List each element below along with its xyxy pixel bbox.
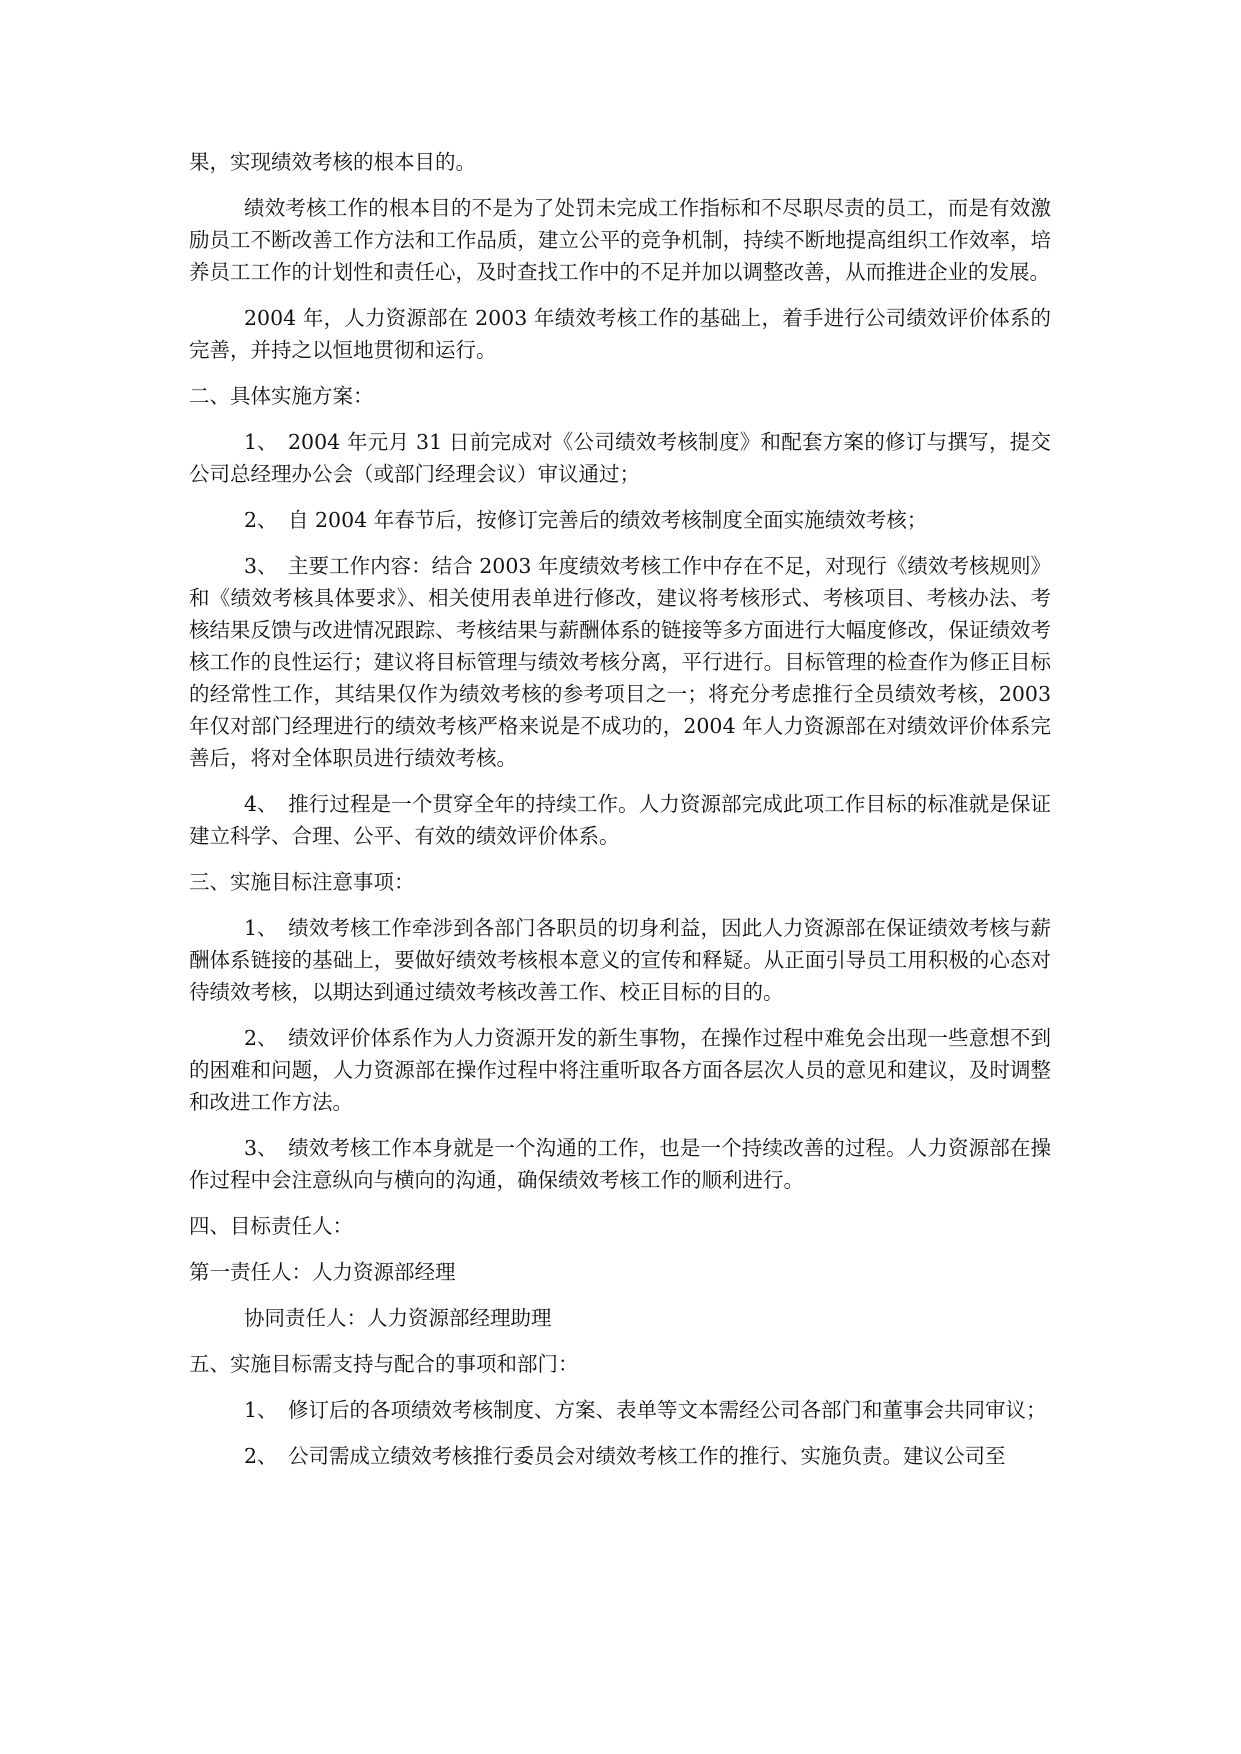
paragraph-2004-plan: 2004 年，人力资源部在 2003 年绩效考核工作的基础上，着手进行公司绩效评价体系的完善，并持之以恒地贯彻和运行。 [189,306,1051,362]
list-item-number: 1、 [244,430,278,454]
list-item [189,426,1051,490]
list-item [189,912,1051,1008]
list-item-text: 绩效考核工作牵涉到各部门各职员的切身利益，因此人力资源部在保证绩效考核与薪酬体系链接的基础上，要做好绩效考核根本意义的宣传和释疑。从正面引导员工用积极的心态对待绩效考核，以期达到通过绩效考核改善工作、校正目标的目的。 [189,916,1051,1004]
paragraph-continuation: 果，实现绩效考核的根本目的。 [189,150,476,174]
list-item-text: 绩效评价体系作为人力资源开发的新生事物，在操作过程中难免会出现一些意想不到的困难和问题，人力资源部在操作过程中将注重听取各方面各层次人员的意见和建议，及时调整和改进工作方法。 [189,1026,1051,1114]
list-item [189,1394,1051,1426]
list-item [189,788,1051,852]
list-item-number: 2、 [244,1026,278,1050]
section-heading-support: 五、实施目标需支持与配合的事项和部门： [189,1352,579,1376]
section-heading-notes: 三、实施目标注意事项： [189,870,415,894]
list-item-text: 推行过程是一个贯穿全年的持续工作。人力资源部完成此项工作目标的标准就是保证建立科学、合理、公平、有效的绩效评价体系。 [189,792,1051,848]
section-heading-implementation: 二、具体实施方案： [189,384,374,408]
list-item-number: 2、 [244,1444,278,1468]
list-item-number: 1、 [244,1398,278,1422]
list-item [189,550,1051,774]
list-item-number: 2、 [244,508,278,532]
secondary-responsible: 协同责任人：人力资源部经理助理 [244,1306,552,1330]
list-item-text: 2004 年元月 31 日前完成对《公司绩效考核制度》和配套方案的修订与撰写，提交公司总经理办公会（或部门经理会议）审议通过； [189,430,1051,486]
list-item-number: 1、 [244,916,278,940]
primary-responsible: 第一责任人：人力资源部经理 [189,1260,456,1284]
list-item-text: 主要工作内容：结合 2003 年度绩效考核工作中存在不足，对现行《绩效考核规则》和《绩效考核具体要求》、相关使用表单进行修改，建议将考核形式、考核项目、考核办法、考核结果反馈与改进情况跟踪、考核结果与薪酬体系的链接等多方面进行大幅度修改，保证绩效考核工作的良性运行；建议将目标管理与绩效考核分离，平行进行。目标管理的检查作为修正目标的经常性工作，其结果仅作为绩效考核的参考项目之一；将充分考虑推行全员绩效考核，2003 年仅对部门经理进行的绩效考核严格来说是不成功的，2004 年人力资源部在对绩效评价体系完善后，将对全体职员进行绩效考核。 [189,554,1051,770]
list-item-text: 自 2004 年春节后，按修订完善后的绩效考核制度全面实施绩效考核； [288,508,928,532]
list-item [189,504,1051,536]
list-item-text: 公司需成立绩效考核推行委员会对绩效考核工作的推行、实施负责。建议公司至 [288,1444,1006,1468]
section-heading-responsible: 四、目标责任人： [189,1214,353,1238]
list-item-number: 4、 [244,792,278,816]
paragraph-purpose: 绩效考核工作的根本目的不是为了处罚未完成工作指标和不尽职尽责的员工，而是有效激励员工不断改善工作方法和工作品质，建立公平的竞争机制，持续不断地提高组织工作效率，培养员工工作的计划性和责任心，及时查找工作中的不足并加以调整改善，从而推进企业的发展。 [189,196,1051,284]
list-item-text: 修订后的各项绩效考核制度、方案、表单等文本需经公司各部门和董事会共同审议； [288,1398,1047,1422]
list-item-number: 3、 [244,554,278,578]
list-item-number: 3、 [244,1136,278,1160]
document-body [189,146,1051,1486]
list-item [189,1022,1051,1118]
list-item [189,1132,1051,1196]
list-item [189,1440,1051,1472]
list-item-text: 绩效考核工作本身就是一个沟通的工作，也是一个持续改善的过程。人力资源部在操作过程中会注意纵向与横向的沟通，确保绩效考核工作的顺利进行。 [189,1136,1051,1192]
